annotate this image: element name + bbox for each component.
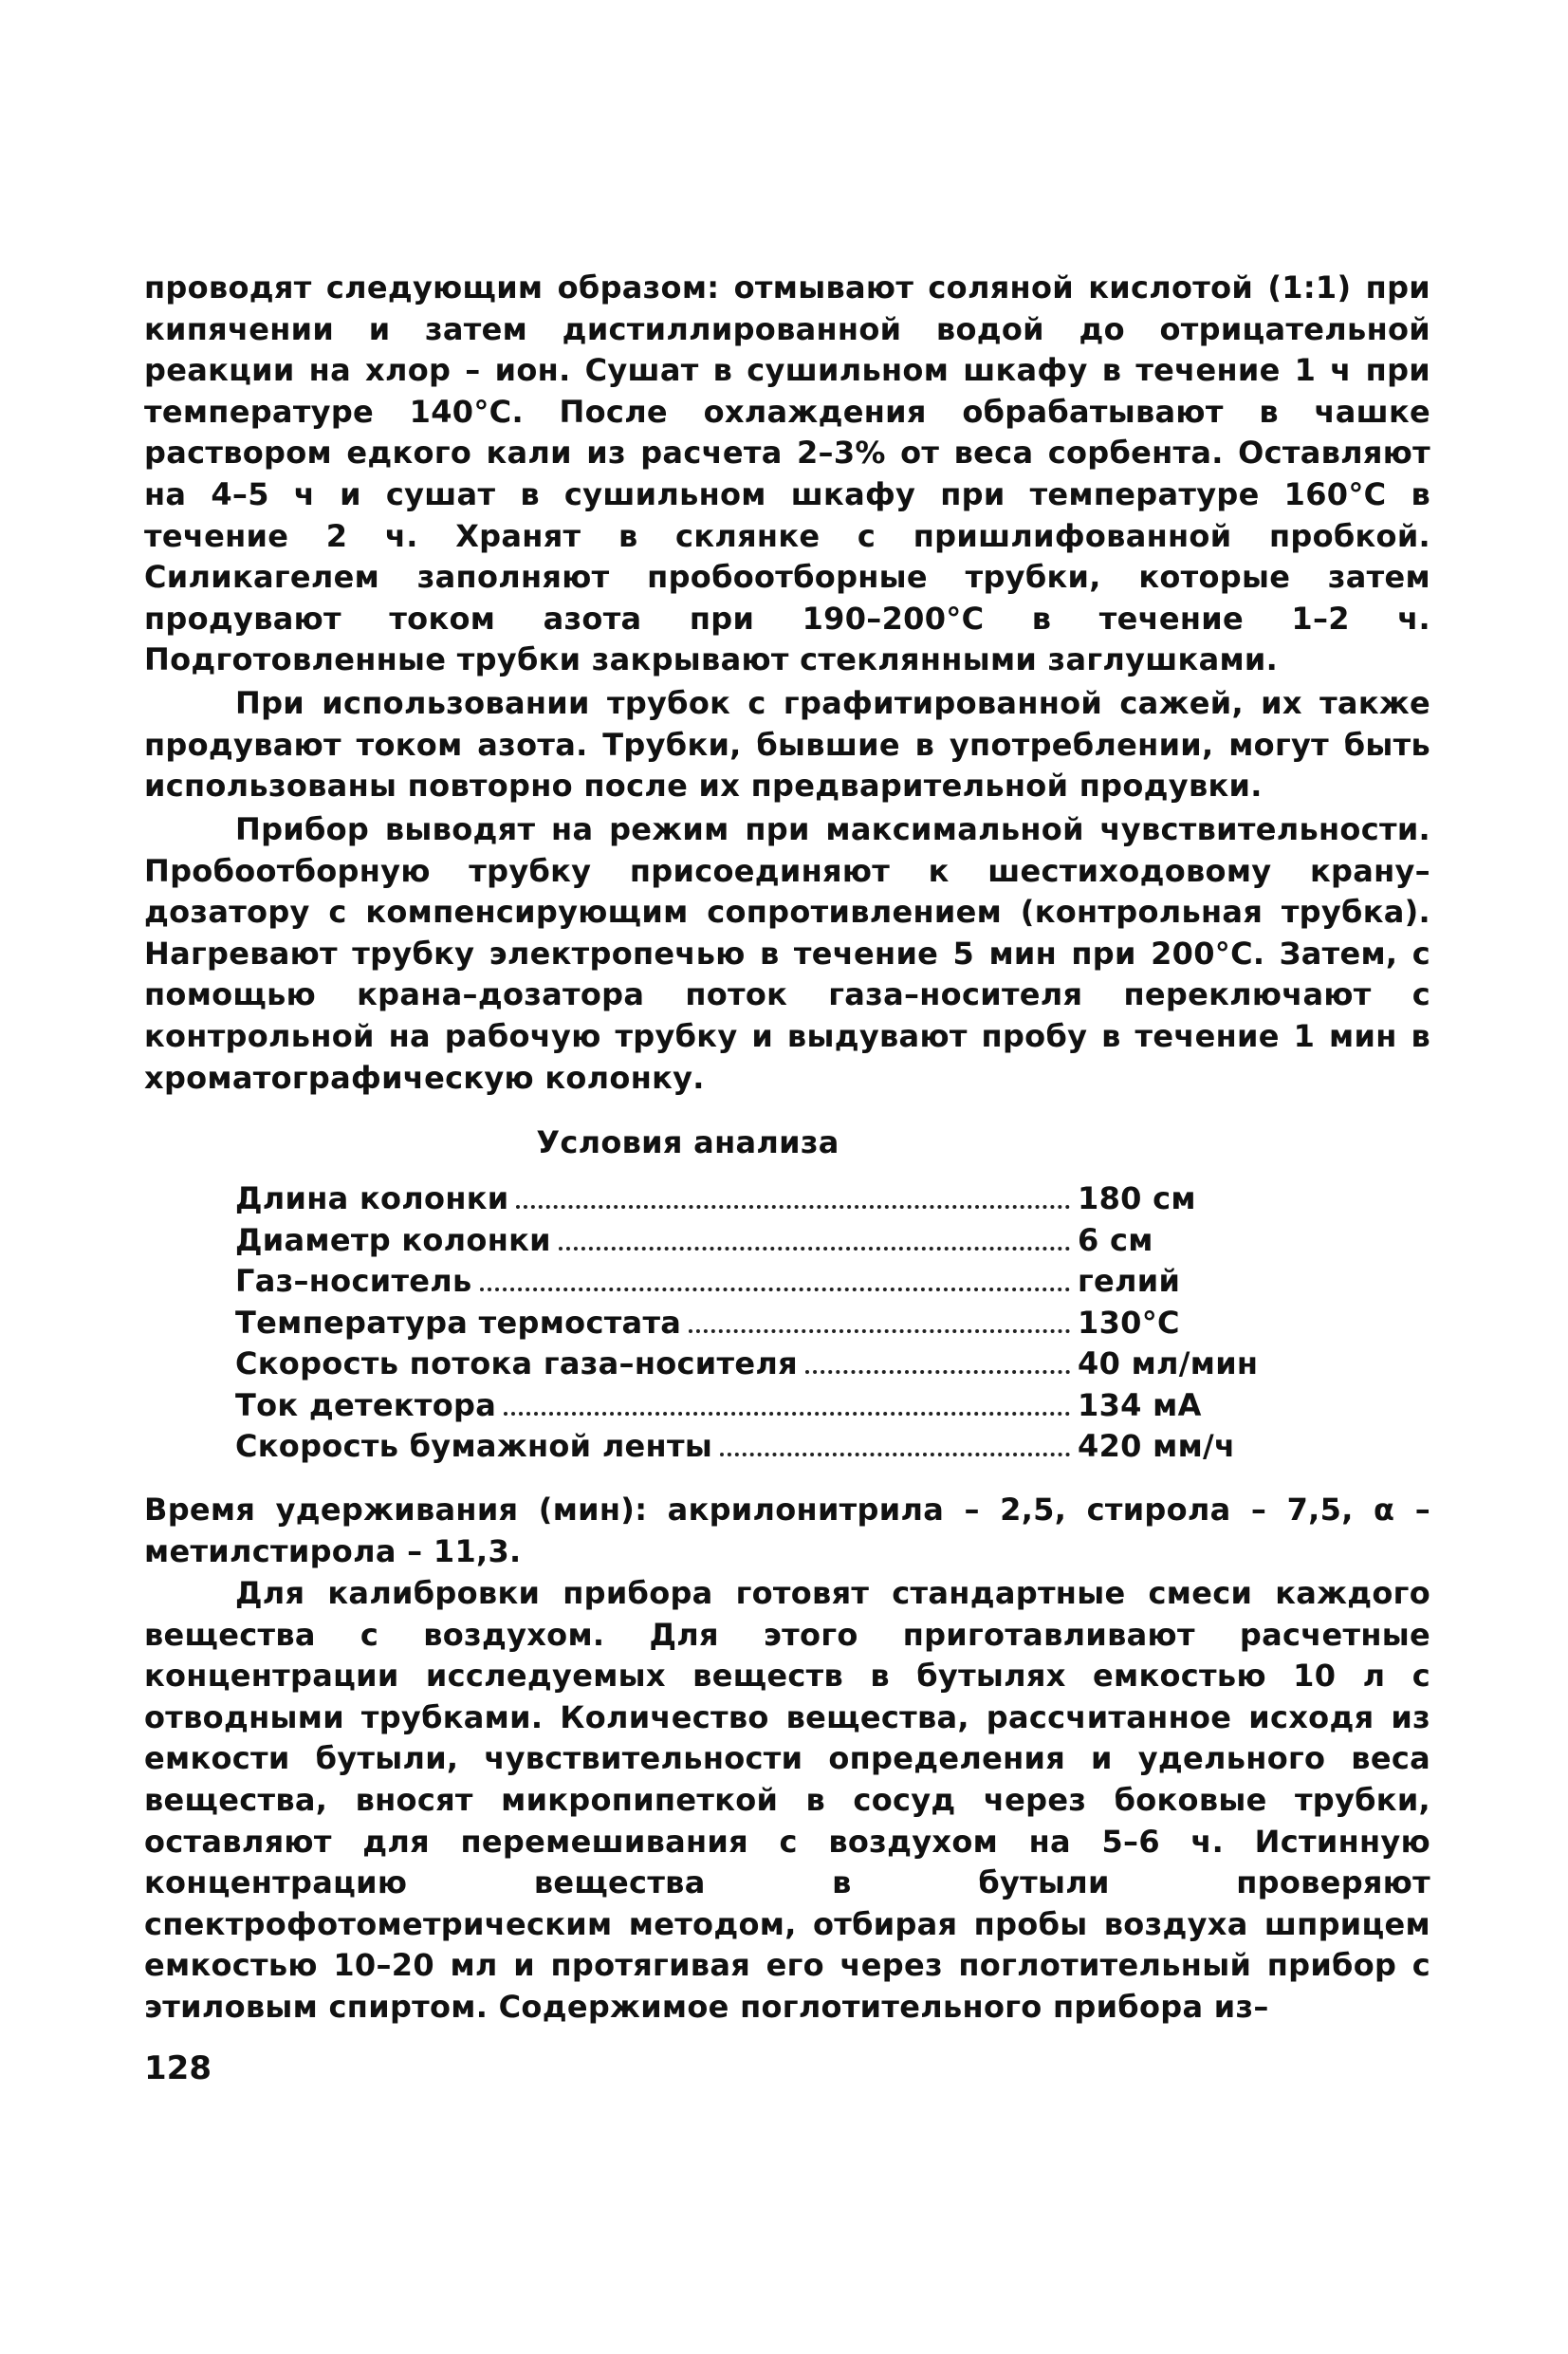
paragraph-text: проводят следующим образом: отмывают соляной кислотой (1:1) при кипячении и затем дистиллированной водой до отрицательной реакции на хлор – ион. Сушат в сушильном шкафу в течение 1 ч при температуре 140°С. После охлаждения обрабатывают в чашке раствором едкого кали из расчета 2–3% от веса сорбента. Оставляют на 4–5 ч и сушат в сушильном шкафу при температуре 160°С в течение 2 ч. Хранят в склянке с пришлифованной пробкой. Силикагелем заполняют пробоотборные трубки, которые затем продувают током азота при 190–200°С в течение 1–2 ч. Подготовленные трубки закрывают стеклянными заглушками. [144,269,1430,678]
condition-row [235,1385,1298,1427]
leader-dots [504,1412,1070,1416]
condition-label: Скорость потока газа–носителя [235,1345,798,1381]
condition-label: Диаметр колонки [235,1221,551,1258]
paragraph-instrument-setup [144,809,1430,1099]
leader-dots [516,1205,1070,1209]
page-number: 128 [144,2049,212,2087]
paragraph-text: Прибор выводят на режим при максимальной чувствительности. Пробоотборную трубку присоединяют к шестиходовому крану–дозатору с компенсирующим сопротивлением (контрольная трубка). Нагревают трубку электропечью в течение 5 мин при 200°С. Затем, с помощью крана–дозатора поток газа–носителя переключают с контрольной на рабочую трубку и выдувают пробу в течение 1 мин в хроматографическую колонку. [144,811,1430,1096]
condition-value: 6 см [1078,1221,1153,1258]
leader-dots [720,1453,1070,1456]
condition-row [235,1344,1298,1385]
paragraph-calibration [144,1573,1430,2029]
condition-row [235,1303,1298,1344]
condition-value: 130°С [1078,1304,1180,1341]
paragraph-sorbent-preparation [144,268,1430,681]
paragraph-text: Для калибровки прибора готовят стандартные смеси каждого вещества с воздухом. Для этого приготавливают расчетные концентрации исследуемых веществ в бутылях емкостью 10 л с отводными трубками. Количество вещества, рассчитанное исходя из емкости бутыли, чувствительности определения и удельного веса вещества, вносят микропипеткой в сосуд через боковые трубки, оставляют для перемешивания с воздухом на 5–6 ч. Истинную концентрацию вещества в бутыли проверяют спектрофотометрическим методом, отбирая пробы воздуха шприцем емкостью 10–20 мл и протягивая его через поглотительный прибор с этиловым спиртом. Содержимое поглотительного прибора из– [144,1575,1430,2025]
condition-value: гелий [1078,1263,1181,1299]
condition-row [235,1426,1298,1468]
condition-label: Ток детектора [235,1386,497,1423]
leader-dots [689,1329,1070,1333]
condition-row [235,1220,1298,1262]
leader-dots [559,1247,1070,1251]
paragraph-text: При использовании трубок с графитированной сажей, их также продувают током азота. Трубки, бывшие в употреблении, могут быть использованы повторно после их предварительной продувки. [144,685,1430,805]
condition-label: Длина колонки [235,1180,509,1216]
conditions-list [235,1178,1298,1468]
condition-label: Скорость бумажной ленты [235,1428,713,1464]
paragraph-graphitized-soot [144,683,1430,807]
condition-label: Температура термостата [235,1304,682,1341]
leader-dots [480,1288,1070,1291]
condition-value: 180 см [1078,1180,1196,1216]
condition-value: 134 мА [1078,1386,1202,1423]
condition-value: 40 мл/мин [1078,1345,1259,1381]
condition-label: Газ–носитель [235,1263,472,1299]
conditions-heading: Условия анализа [536,1124,839,1160]
paragraph-text: Время удерживания (мин): акрилонитрила – 2,5, стирола – 7,5, α –метилстирола – 11,3. [144,1492,1430,1569]
leader-dots [805,1370,1070,1374]
condition-value: 420 мм/ч [1078,1428,1236,1464]
condition-row [235,1178,1298,1220]
condition-row [235,1261,1298,1303]
paragraph-retention-times [144,1490,1430,1572]
